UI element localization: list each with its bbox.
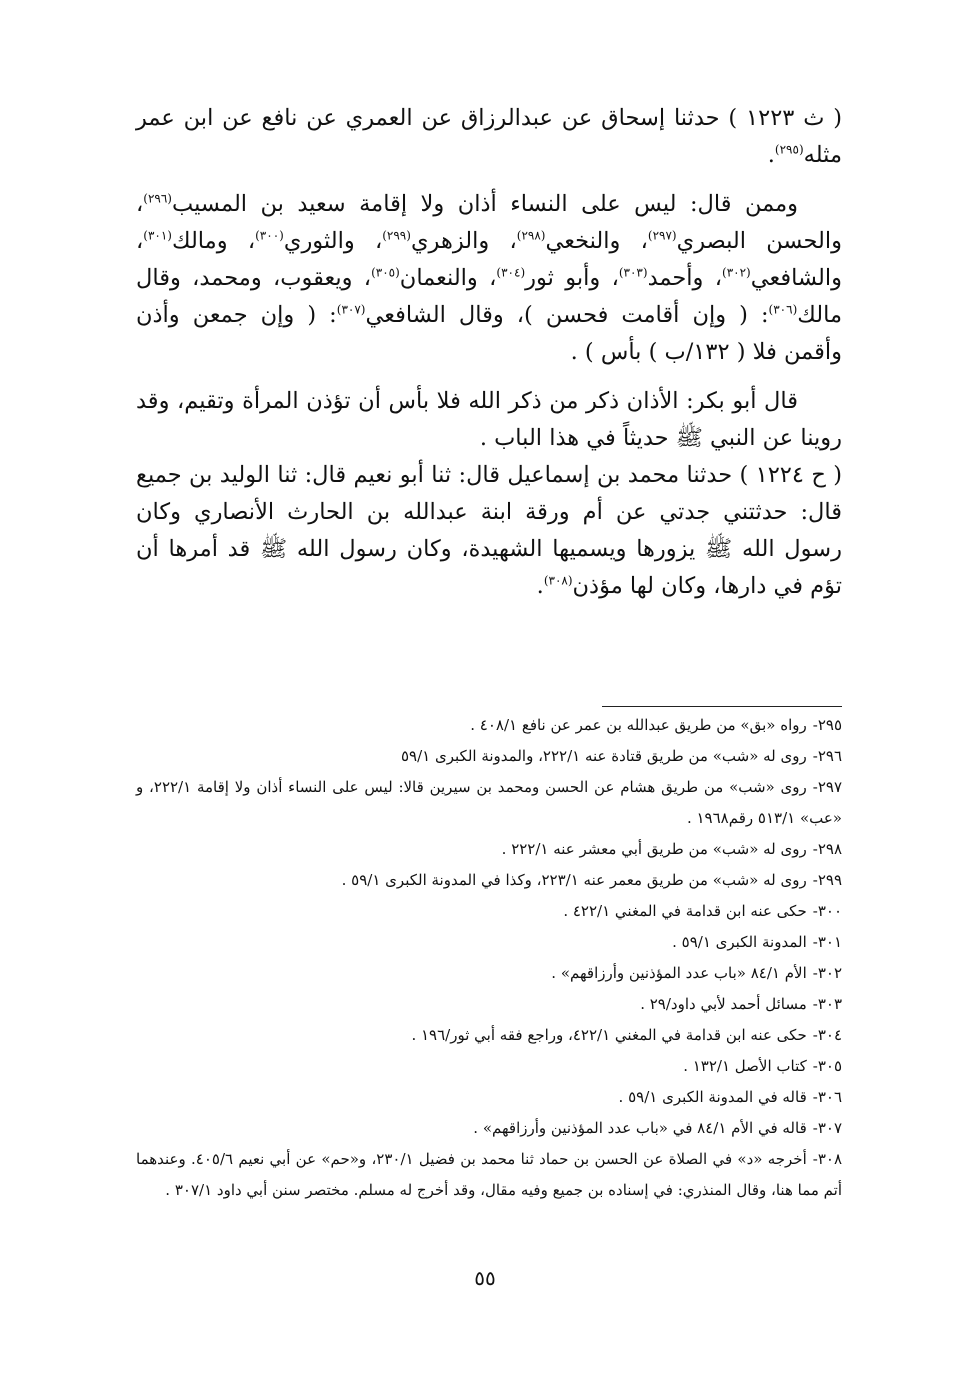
footnote-ref: (٣٠١): [143, 228, 172, 243]
footnote-297: ٢٩٧-روى «شب» من طريق هشام عن الحسن ومحمد بن سيرين قالا: ليس على النساء أذان ولا إقامة ٢٢٢/١، و «عب» ٥١٣/١ رقم١٩٦٨ .: [136, 778, 842, 827]
footnote-ref: (٣٠٧): [336, 302, 366, 317]
footnote-ref: (٣٠٠): [255, 228, 284, 243]
footnotes: [136, 710, 842, 1206]
footnote-ref: (٣٠٢): [722, 265, 751, 280]
footnote-295: ٢٩٥-رواه «بق» من طريق عبدالله بن عمر عن نافع ٤٠٨/١ .: [470, 716, 842, 734]
footnote-304: ٣٠٤-حكى عنه ابن قدامة في المغني ٤٢٢/١، وراجع فقه أبي ثور/١٩٦ .: [411, 1026, 842, 1044]
footnote-305: ٣٠٥-كتاب الأصل ١٣٢/١ .: [683, 1057, 842, 1075]
scholars-paragraph: وممن قال: ليس على النساء أذان ولا إقامة سعيد بن المسيب$^{(٢٩٦)}$، والحسن البصري$^{(٢٩٧)}$، والنخعي$^{(٢٩٨)}$، والزهري$^{(٢٩٩)}$، والثوري$^{(٣٠٠)}$، ومالك$^{(٣٠١)}$، والشافعي$^{(٣٠٢)}$، وأحمد$^{(٣٠٣)}$، وأبو ثور$^{(٣٠٤)}$، والنعمان$^{(٣٠٥)}$، ويعقوب، ومحمد، وقال مالك$^{(٣٠٦)}$: ( وإن أقامت فحسن )، وقال الشافعي$^{(٣٠٧)}$: ( وإن جمعن وأذن وأقمن فلا ( ١٣٢/ب ) بأس ) .: [136, 191, 842, 365]
footnote-ref: (٢٩٩): [382, 228, 411, 243]
footnote-ref: (٢٩٧): [647, 228, 677, 243]
abu-bakr-paragraph: قال أبو بكر: الأذان ذكر من ذكر الله فلا بأس أن تؤذن المرأة وتقيم، وقد روينا عن النبي ﷺ حديثاً في هذا الباب .: [136, 388, 842, 451]
footnote-303: ٣٠٣-مسائل أحمد لأبي داود/٢٩ .: [640, 995, 842, 1013]
footnote-ref: (٣٠٣): [618, 265, 648, 280]
hadith-paragraph-1224: ( ح ١٢٢٤ ) حدثنا محمد بن إسماعيل قال: ثنا أبو نعيم قال: ثنا الوليد بن جميع قال: حدثتني جدتي عن أم ورقة ابنة عبدالله بن الحارث الأنصاري وكان رسول الله ﷺ يزورها ويسميها الشهيدة، وكان رسول الله ﷺ قد أمرها أن تؤم في دارها، وكان لها مؤذن$^{(٣٠٨)}$.: [136, 462, 842, 599]
footnote-ref: (٣٠٨): [543, 573, 573, 588]
footnote-300: ٣٠٠-حكى عنه ابن قدامة في المغني ٤٢٢/١ .: [563, 902, 842, 920]
footnote-298: ٢٩٨-روى له «شب» من طريق أبي معشر عنه ٢٢٢/١ .: [501, 840, 842, 858]
footnote-ref: (٣٠٦): [768, 302, 798, 317]
main-text: [136, 100, 842, 617]
hadith-paragraph-1223: ( ث ١٢٢٣ ) حدثنا إسحاق عن عبدالرزاق عن العمري عن نافع عن ابن عمر مثله$^{(٢٩٥)}$.: [136, 105, 843, 168]
footnote-306: ٣٠٦-قاله في المدونة الكبرى ٥٩/١ .: [618, 1088, 842, 1106]
footnote-301: ٣٠١-المدونة الكبرى ٥٩/١ .: [672, 933, 842, 951]
footnote-ref: (٣٠٤): [496, 265, 526, 280]
footnote-ref: (٢٩٥): [774, 142, 804, 157]
footnote-302: ٣٠٢-الأم ٨٤/١ «باب عدد المؤذنين وأرزاقهم» .: [551, 964, 842, 982]
footnote-ref: (٢٩٦): [143, 191, 172, 206]
footnote-296: ٢٩٦-روى له «شب» من طريق قتادة عنه ٢٢٢/١، والمدونة الكبرى ٥٩/١: [400, 747, 842, 765]
paragraph-text: ( ث ١٢٢٣ ) حدثنا إسحاق عن عبدالرزاق عن العمري عن نافع عن ابن عمر مثله: [136, 105, 843, 168]
page-number: ٥٥: [474, 1266, 496, 1290]
footnote-299: ٢٩٩-روى له «شب» من طريق معمر عنه ٢٢٣/١، وكذا في المدونة الكبرى ٥٩/١ .: [341, 871, 842, 889]
footnote-308: ٣٠٨-أخرجه «د» في الصلاة عن الحسن بن حماد ثنا محمد بن فضيل ٢٣٠/١، و«حم» عن أبي نعيم ٤٠٥/٦. وعندهما أتم مما هنا، وقال المنذري: في إسناده بن جميع وفيه مقال، وقد أخرج له مسلم. مختصر سنن أبي داود ٣٠٧/١ .: [136, 1150, 842, 1199]
footnote-ref: (٣٠٥): [371, 265, 400, 280]
footnote-ref: (٢٩٨): [516, 228, 546, 243]
footnote-307: ٣٠٧-قاله في الأم ٨٤/١ في «باب عدد المؤذنين وأرزاقهم» .: [473, 1119, 842, 1137]
footnote-divider: [602, 706, 842, 707]
